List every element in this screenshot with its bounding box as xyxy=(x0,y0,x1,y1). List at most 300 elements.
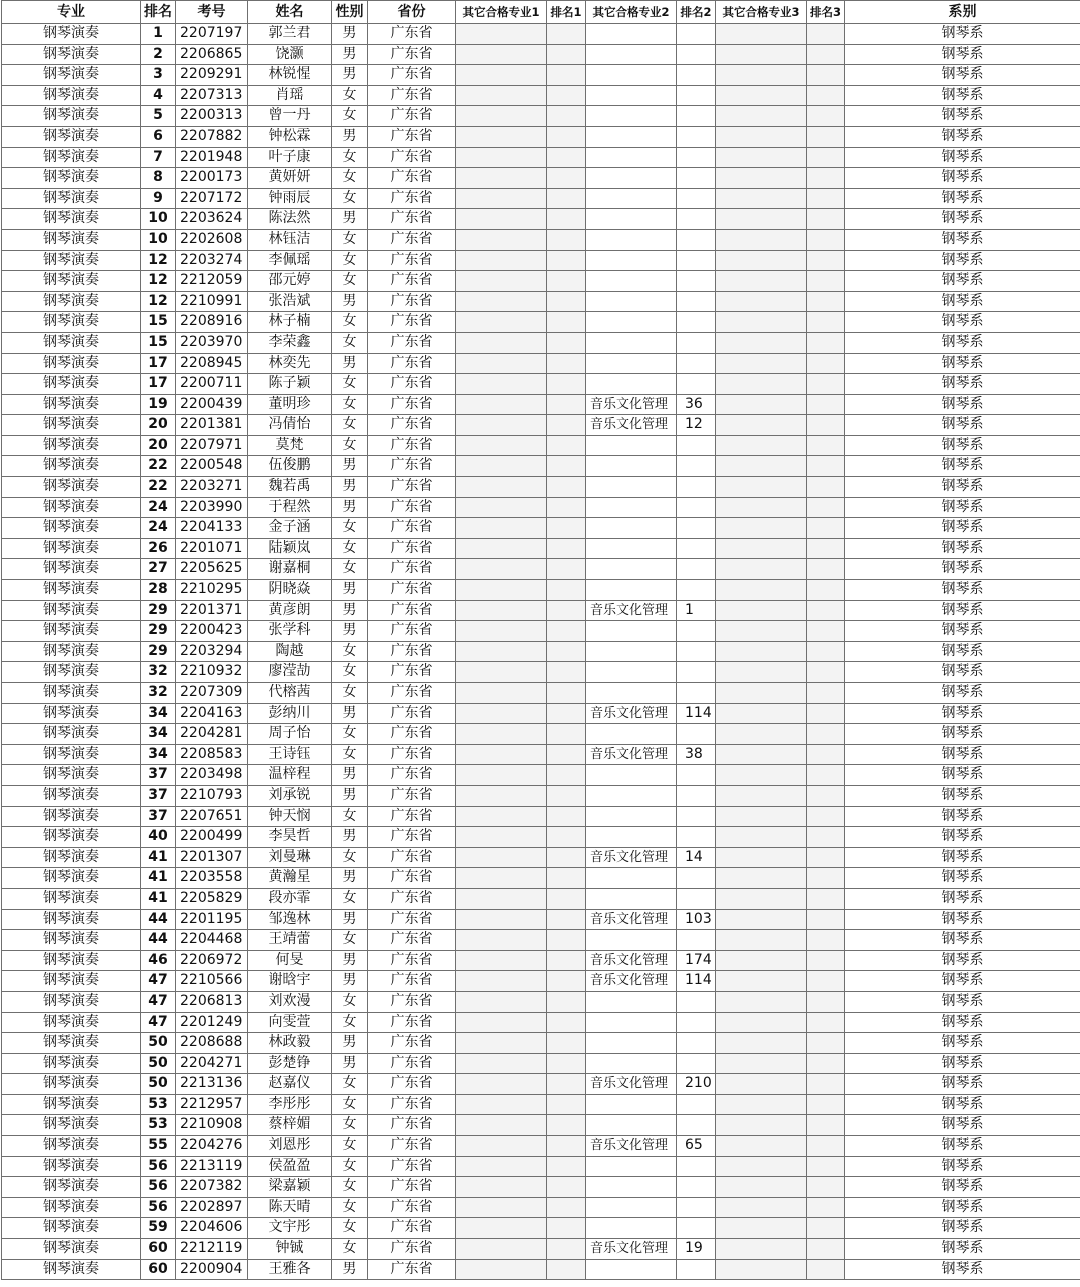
cell-rank-3[interactable] xyxy=(807,209,845,230)
cell-other-major-3[interactable] xyxy=(716,394,807,415)
cell-other-major-1[interactable] xyxy=(456,1156,547,1177)
cell-other-major-1[interactable] xyxy=(456,497,547,518)
cell-other-major-2[interactable] xyxy=(586,991,677,1012)
cell-rank[interactable]: 7 xyxy=(141,147,176,168)
cell-rank-2[interactable]: 65 xyxy=(677,1136,716,1157)
cell-other-major-2[interactable] xyxy=(586,435,677,456)
cell-exam-id[interactable]: 2213136 xyxy=(176,1074,248,1095)
cell-rank-2[interactable] xyxy=(677,683,716,704)
cell-rank-2[interactable] xyxy=(677,44,716,65)
cell-rank[interactable]: 37 xyxy=(141,765,176,786)
cell-other-major-2[interactable] xyxy=(586,785,677,806)
cell-province[interactable]: 广东省 xyxy=(368,888,456,909)
cell-other-major-1[interactable] xyxy=(456,477,547,498)
cell-rank-3[interactable] xyxy=(807,1156,845,1177)
cell-gender[interactable]: 男 xyxy=(332,1053,368,1074)
cell-rank-1[interactable] xyxy=(547,580,586,601)
cell-rank[interactable]: 10 xyxy=(141,229,176,250)
cell-other-major-1[interactable] xyxy=(456,641,547,662)
cell-other-major-3[interactable] xyxy=(716,1094,807,1115)
cell-province[interactable]: 广东省 xyxy=(368,250,456,271)
cell-province[interactable]: 广东省 xyxy=(368,312,456,333)
cell-rank[interactable]: 32 xyxy=(141,662,176,683)
cell-rank-2[interactable]: 14 xyxy=(677,847,716,868)
cell-rank-3[interactable] xyxy=(807,888,845,909)
cell-department[interactable]: 钢琴系 xyxy=(845,971,1080,992)
cell-other-major-2[interactable] xyxy=(586,724,677,745)
cell-province[interactable]: 广东省 xyxy=(368,106,456,127)
cell-other-major-1[interactable] xyxy=(456,147,547,168)
cell-major[interactable]: 钢琴演奏 xyxy=(2,1218,141,1239)
cell-other-major-1[interactable] xyxy=(456,250,547,271)
cell-major[interactable]: 钢琴演奏 xyxy=(2,1012,141,1033)
cell-rank[interactable]: 53 xyxy=(141,1094,176,1115)
cell-other-major-2[interactable] xyxy=(586,827,677,848)
cell-exam-id[interactable]: 2207309 xyxy=(176,683,248,704)
cell-name[interactable]: 陈法然 xyxy=(248,209,332,230)
cell-major[interactable]: 钢琴演奏 xyxy=(2,374,141,395)
cell-major[interactable]: 钢琴演奏 xyxy=(2,621,141,642)
cell-name[interactable]: 邵元婷 xyxy=(248,271,332,292)
cell-province[interactable]: 广东省 xyxy=(368,477,456,498)
cell-province[interactable]: 广东省 xyxy=(368,147,456,168)
cell-major[interactable]: 钢琴演奏 xyxy=(2,415,141,436)
cell-department[interactable]: 钢琴系 xyxy=(845,456,1080,477)
cell-province[interactable]: 广东省 xyxy=(368,559,456,580)
cell-other-major-1[interactable] xyxy=(456,847,547,868)
cell-rank-2[interactable] xyxy=(677,291,716,312)
cell-rank-2[interactable] xyxy=(677,806,716,827)
header-province[interactable]: 省份 xyxy=(368,1,456,24)
cell-rank[interactable]: 41 xyxy=(141,888,176,909)
cell-rank[interactable]: 44 xyxy=(141,909,176,930)
cell-major[interactable]: 钢琴演奏 xyxy=(2,209,141,230)
header-rank-2[interactable]: 排名2 xyxy=(677,1,716,24)
cell-gender[interactable]: 女 xyxy=(332,1012,368,1033)
cell-exam-id[interactable]: 2206813 xyxy=(176,991,248,1012)
cell-gender[interactable]: 男 xyxy=(332,827,368,848)
cell-major[interactable]: 钢琴演奏 xyxy=(2,65,141,86)
cell-other-major-2[interactable] xyxy=(586,1156,677,1177)
cell-other-major-3[interactable] xyxy=(716,1156,807,1177)
cell-rank[interactable]: 47 xyxy=(141,1012,176,1033)
cell-other-major-3[interactable] xyxy=(716,971,807,992)
cell-other-major-1[interactable] xyxy=(456,744,547,765)
cell-other-major-2[interactable] xyxy=(586,1197,677,1218)
cell-rank-1[interactable] xyxy=(547,683,586,704)
cell-other-major-3[interactable] xyxy=(716,868,807,889)
cell-department[interactable]: 钢琴系 xyxy=(845,1156,1080,1177)
cell-name[interactable]: 张学科 xyxy=(248,621,332,642)
cell-rank[interactable]: 15 xyxy=(141,312,176,333)
cell-other-major-3[interactable] xyxy=(716,1239,807,1260)
cell-other-major-3[interactable] xyxy=(716,1115,807,1136)
cell-department[interactable]: 钢琴系 xyxy=(845,806,1080,827)
cell-department[interactable]: 钢琴系 xyxy=(845,909,1080,930)
cell-name[interactable]: 叶子康 xyxy=(248,147,332,168)
cell-rank-3[interactable] xyxy=(807,374,845,395)
cell-other-major-2[interactable] xyxy=(586,291,677,312)
cell-other-major-1[interactable] xyxy=(456,271,547,292)
cell-department[interactable]: 钢琴系 xyxy=(845,312,1080,333)
header-rank[interactable]: 排名 xyxy=(141,1,176,24)
cell-province[interactable]: 广东省 xyxy=(368,126,456,147)
cell-other-major-3[interactable] xyxy=(716,477,807,498)
cell-province[interactable]: 广东省 xyxy=(368,1177,456,1198)
cell-exam-id[interactable]: 2207971 xyxy=(176,435,248,456)
cell-exam-id[interactable]: 2202897 xyxy=(176,1197,248,1218)
cell-department[interactable]: 钢琴系 xyxy=(845,621,1080,642)
cell-department[interactable]: 钢琴系 xyxy=(845,991,1080,1012)
cell-province[interactable]: 广东省 xyxy=(368,1033,456,1054)
cell-name[interactable]: 何旻 xyxy=(248,950,332,971)
cell-department[interactable]: 钢琴系 xyxy=(845,332,1080,353)
cell-name[interactable]: 刘恩彤 xyxy=(248,1136,332,1157)
cell-major[interactable]: 钢琴演奏 xyxy=(2,847,141,868)
cell-other-major-3[interactable] xyxy=(716,44,807,65)
cell-other-major-2[interactable] xyxy=(586,168,677,189)
cell-exam-id[interactable]: 2204281 xyxy=(176,724,248,745)
cell-department[interactable]: 钢琴系 xyxy=(845,374,1080,395)
cell-other-major-3[interactable] xyxy=(716,1012,807,1033)
cell-other-major-2[interactable] xyxy=(586,662,677,683)
cell-department[interactable]: 钢琴系 xyxy=(845,65,1080,86)
cell-gender[interactable]: 男 xyxy=(332,24,368,45)
cell-other-major-2[interactable]: 音乐文化管理 xyxy=(586,703,677,724)
cell-gender[interactable]: 女 xyxy=(332,538,368,559)
cell-other-major-2[interactable] xyxy=(586,456,677,477)
cell-rank-3[interactable] xyxy=(807,44,845,65)
cell-other-major-3[interactable] xyxy=(716,559,807,580)
cell-rank-3[interactable] xyxy=(807,250,845,271)
cell-exam-id[interactable]: 2203970 xyxy=(176,332,248,353)
cell-gender[interactable]: 女 xyxy=(332,518,368,539)
cell-rank-1[interactable] xyxy=(547,1053,586,1074)
cell-province[interactable]: 广东省 xyxy=(368,65,456,86)
cell-department[interactable]: 钢琴系 xyxy=(845,85,1080,106)
cell-name[interactable]: 赵嘉仪 xyxy=(248,1074,332,1095)
cell-major[interactable]: 钢琴演奏 xyxy=(2,538,141,559)
cell-major[interactable]: 钢琴演奏 xyxy=(2,785,141,806)
cell-province[interactable]: 广东省 xyxy=(368,1218,456,1239)
cell-other-major-2[interactable]: 音乐文化管理 xyxy=(586,744,677,765)
cell-province[interactable]: 广东省 xyxy=(368,930,456,951)
cell-rank-3[interactable] xyxy=(807,188,845,209)
cell-rank-3[interactable] xyxy=(807,65,845,86)
cell-exam-id[interactable]: 2207313 xyxy=(176,85,248,106)
cell-province[interactable]: 广东省 xyxy=(368,765,456,786)
cell-rank-2[interactable] xyxy=(677,1053,716,1074)
cell-name[interactable]: 曾一丹 xyxy=(248,106,332,127)
cell-exam-id[interactable]: 2201307 xyxy=(176,847,248,868)
cell-other-major-2[interactable] xyxy=(586,44,677,65)
cell-other-major-3[interactable] xyxy=(716,229,807,250)
cell-major[interactable]: 钢琴演奏 xyxy=(2,765,141,786)
cell-other-major-1[interactable] xyxy=(456,765,547,786)
cell-rank-3[interactable] xyxy=(807,271,845,292)
cell-other-major-2[interactable] xyxy=(586,559,677,580)
cell-name[interactable]: 周子怡 xyxy=(248,724,332,745)
cell-major[interactable]: 钢琴演奏 xyxy=(2,1033,141,1054)
cell-province[interactable]: 广东省 xyxy=(368,1136,456,1157)
cell-other-major-3[interactable] xyxy=(716,312,807,333)
cell-gender[interactable]: 男 xyxy=(332,65,368,86)
cell-other-major-2[interactable] xyxy=(586,683,677,704)
cell-rank-1[interactable] xyxy=(547,24,586,45)
cell-other-major-3[interactable] xyxy=(716,785,807,806)
cell-rank[interactable]: 12 xyxy=(141,250,176,271)
cell-rank-2[interactable] xyxy=(677,168,716,189)
cell-exam-id[interactable]: 2206972 xyxy=(176,950,248,971)
cell-rank-1[interactable] xyxy=(547,1218,586,1239)
cell-other-major-1[interactable] xyxy=(456,209,547,230)
cell-major[interactable]: 钢琴演奏 xyxy=(2,85,141,106)
cell-other-major-3[interactable] xyxy=(716,435,807,456)
cell-exam-id[interactable]: 2203271 xyxy=(176,477,248,498)
cell-rank-2[interactable]: 38 xyxy=(677,744,716,765)
cell-exam-id[interactable]: 2204163 xyxy=(176,703,248,724)
cell-rank[interactable]: 22 xyxy=(141,477,176,498)
cell-other-major-2[interactable]: 音乐文化管理 xyxy=(586,971,677,992)
cell-rank-1[interactable] xyxy=(547,991,586,1012)
cell-major[interactable]: 钢琴演奏 xyxy=(2,580,141,601)
cell-rank[interactable]: 4 xyxy=(141,85,176,106)
cell-other-major-3[interactable] xyxy=(716,271,807,292)
cell-name[interactable]: 温梓程 xyxy=(248,765,332,786)
cell-exam-id[interactable]: 2203274 xyxy=(176,250,248,271)
cell-gender[interactable]: 女 xyxy=(332,1197,368,1218)
cell-department[interactable]: 钢琴系 xyxy=(845,209,1080,230)
cell-name[interactable]: 刘承锐 xyxy=(248,785,332,806)
cell-rank-1[interactable] xyxy=(547,888,586,909)
cell-major[interactable]: 钢琴演奏 xyxy=(2,291,141,312)
cell-name[interactable]: 冯倩怡 xyxy=(248,415,332,436)
cell-other-major-3[interactable] xyxy=(716,497,807,518)
cell-other-major-1[interactable] xyxy=(456,1177,547,1198)
cell-department[interactable]: 钢琴系 xyxy=(845,950,1080,971)
cell-name[interactable]: 黄彦朗 xyxy=(248,600,332,621)
cell-gender[interactable]: 男 xyxy=(332,44,368,65)
cell-exam-id[interactable]: 2210566 xyxy=(176,971,248,992)
cell-exam-id[interactable]: 2201948 xyxy=(176,147,248,168)
cell-rank-1[interactable] xyxy=(547,85,586,106)
cell-rank-1[interactable] xyxy=(547,538,586,559)
cell-major[interactable]: 钢琴演奏 xyxy=(2,271,141,292)
cell-other-major-2[interactable]: 音乐文化管理 xyxy=(586,394,677,415)
cell-rank[interactable]: 41 xyxy=(141,847,176,868)
cell-department[interactable]: 钢琴系 xyxy=(845,1136,1080,1157)
cell-rank-3[interactable] xyxy=(807,456,845,477)
cell-exam-id[interactable]: 2207651 xyxy=(176,806,248,827)
cell-rank[interactable]: 19 xyxy=(141,394,176,415)
cell-department[interactable]: 钢琴系 xyxy=(845,662,1080,683)
cell-exam-id[interactable]: 2204133 xyxy=(176,518,248,539)
cell-rank-3[interactable] xyxy=(807,477,845,498)
cell-exam-id[interactable]: 2200423 xyxy=(176,621,248,642)
cell-rank-3[interactable] xyxy=(807,394,845,415)
cell-major[interactable]: 钢琴演奏 xyxy=(2,662,141,683)
cell-name[interactable]: 王雅各 xyxy=(248,1259,332,1280)
cell-other-major-1[interactable] xyxy=(456,868,547,889)
cell-department[interactable]: 钢琴系 xyxy=(845,641,1080,662)
cell-other-major-2[interactable] xyxy=(586,353,677,374)
cell-major[interactable]: 钢琴演奏 xyxy=(2,971,141,992)
cell-province[interactable]: 广东省 xyxy=(368,168,456,189)
cell-other-major-3[interactable] xyxy=(716,930,807,951)
cell-other-major-1[interactable] xyxy=(456,1074,547,1095)
cell-other-major-2[interactable] xyxy=(586,518,677,539)
cell-rank-1[interactable] xyxy=(547,641,586,662)
cell-rank[interactable]: 56 xyxy=(141,1156,176,1177)
cell-province[interactable]: 广东省 xyxy=(368,847,456,868)
cell-name[interactable]: 黄瀚星 xyxy=(248,868,332,889)
cell-province[interactable]: 广东省 xyxy=(368,991,456,1012)
cell-province[interactable]: 广东省 xyxy=(368,1074,456,1095)
cell-exam-id[interactable]: 2205625 xyxy=(176,559,248,580)
cell-province[interactable]: 广东省 xyxy=(368,909,456,930)
cell-department[interactable]: 钢琴系 xyxy=(845,24,1080,45)
cell-gender[interactable]: 男 xyxy=(332,126,368,147)
cell-rank-3[interactable] xyxy=(807,1033,845,1054)
cell-other-major-2[interactable] xyxy=(586,497,677,518)
cell-province[interactable]: 广东省 xyxy=(368,332,456,353)
cell-gender[interactable]: 男 xyxy=(332,785,368,806)
cell-other-major-3[interactable] xyxy=(716,209,807,230)
cell-major[interactable]: 钢琴演奏 xyxy=(2,909,141,930)
cell-other-major-3[interactable] xyxy=(716,1197,807,1218)
cell-other-major-2[interactable] xyxy=(586,1012,677,1033)
cell-gender[interactable]: 女 xyxy=(332,1218,368,1239)
cell-major[interactable]: 钢琴演奏 xyxy=(2,1177,141,1198)
cell-other-major-1[interactable] xyxy=(456,332,547,353)
cell-province[interactable]: 广东省 xyxy=(368,827,456,848)
cell-rank-3[interactable] xyxy=(807,868,845,889)
cell-major[interactable]: 钢琴演奏 xyxy=(2,188,141,209)
cell-gender[interactable]: 女 xyxy=(332,888,368,909)
cell-gender[interactable]: 男 xyxy=(332,909,368,930)
cell-rank-1[interactable] xyxy=(547,1156,586,1177)
cell-province[interactable]: 广东省 xyxy=(368,744,456,765)
cell-name[interactable]: 张浩斌 xyxy=(248,291,332,312)
cell-rank-3[interactable] xyxy=(807,1115,845,1136)
cell-rank-1[interactable] xyxy=(547,559,586,580)
cell-name[interactable]: 谢嘉桐 xyxy=(248,559,332,580)
cell-rank-1[interactable] xyxy=(547,662,586,683)
cell-province[interactable]: 广东省 xyxy=(368,209,456,230)
cell-rank-2[interactable] xyxy=(677,332,716,353)
cell-other-major-1[interactable] xyxy=(456,1012,547,1033)
cell-other-major-1[interactable] xyxy=(456,106,547,127)
cell-name[interactable]: 肖瑶 xyxy=(248,85,332,106)
cell-department[interactable]: 钢琴系 xyxy=(845,147,1080,168)
cell-other-major-1[interactable] xyxy=(456,229,547,250)
cell-other-major-2[interactable] xyxy=(586,85,677,106)
cell-rank-2[interactable] xyxy=(677,518,716,539)
cell-other-major-2[interactable] xyxy=(586,1259,677,1280)
cell-rank-1[interactable] xyxy=(547,703,586,724)
cell-rank[interactable]: 55 xyxy=(141,1136,176,1157)
cell-other-major-2[interactable]: 音乐文化管理 xyxy=(586,847,677,868)
cell-department[interactable]: 钢琴系 xyxy=(845,1033,1080,1054)
cell-other-major-1[interactable] xyxy=(456,188,547,209)
header-rank-3[interactable]: 排名3 xyxy=(807,1,845,24)
cell-department[interactable]: 钢琴系 xyxy=(845,559,1080,580)
cell-name[interactable]: 莫梵 xyxy=(248,435,332,456)
cell-gender[interactable]: 女 xyxy=(332,724,368,745)
cell-gender[interactable]: 女 xyxy=(332,1177,368,1198)
cell-other-major-3[interactable] xyxy=(716,188,807,209)
cell-other-major-3[interactable] xyxy=(716,744,807,765)
cell-gender[interactable]: 男 xyxy=(332,477,368,498)
cell-exam-id[interactable]: 2201371 xyxy=(176,600,248,621)
cell-major[interactable]: 钢琴演奏 xyxy=(2,868,141,889)
cell-name[interactable]: 饶灏 xyxy=(248,44,332,65)
cell-name[interactable]: 彭纳川 xyxy=(248,703,332,724)
cell-rank-2[interactable] xyxy=(677,65,716,86)
cell-rank-1[interactable] xyxy=(547,765,586,786)
header-other-major-2[interactable]: 其它合格专业2 xyxy=(586,1,677,24)
cell-gender[interactable]: 女 xyxy=(332,847,368,868)
cell-rank-1[interactable] xyxy=(547,1033,586,1054)
cell-other-major-2[interactable]: 音乐文化管理 xyxy=(586,1239,677,1260)
cell-rank-2[interactable] xyxy=(677,785,716,806)
cell-gender[interactable]: 男 xyxy=(332,353,368,374)
cell-rank-1[interactable] xyxy=(547,950,586,971)
cell-other-major-1[interactable] xyxy=(456,24,547,45)
cell-gender[interactable]: 女 xyxy=(332,394,368,415)
cell-name[interactable]: 黄妍妍 xyxy=(248,168,332,189)
cell-exam-id[interactable]: 2200548 xyxy=(176,456,248,477)
cell-major[interactable]: 钢琴演奏 xyxy=(2,950,141,971)
cell-name[interactable]: 文宇彤 xyxy=(248,1218,332,1239)
cell-name[interactable]: 向雯萱 xyxy=(248,1012,332,1033)
cell-rank-1[interactable] xyxy=(547,394,586,415)
cell-exam-id[interactable]: 2212957 xyxy=(176,1094,248,1115)
cell-exam-id[interactable]: 2201071 xyxy=(176,538,248,559)
cell-department[interactable]: 钢琴系 xyxy=(845,353,1080,374)
cell-exam-id[interactable]: 2210932 xyxy=(176,662,248,683)
cell-exam-id[interactable]: 2200499 xyxy=(176,827,248,848)
cell-other-major-3[interactable] xyxy=(716,991,807,1012)
cell-exam-id[interactable]: 2205829 xyxy=(176,888,248,909)
cell-rank-3[interactable] xyxy=(807,683,845,704)
cell-major[interactable]: 钢琴演奏 xyxy=(2,168,141,189)
cell-exam-id[interactable]: 2210295 xyxy=(176,580,248,601)
cell-name[interactable]: 王靖蕾 xyxy=(248,930,332,951)
cell-other-major-3[interactable] xyxy=(716,683,807,704)
cell-exam-id[interactable]: 2210991 xyxy=(176,291,248,312)
cell-major[interactable]: 钢琴演奏 xyxy=(2,435,141,456)
cell-province[interactable]: 广东省 xyxy=(368,497,456,518)
cell-other-major-3[interactable] xyxy=(716,1259,807,1280)
cell-gender[interactable]: 女 xyxy=(332,662,368,683)
cell-rank[interactable]: 22 xyxy=(141,456,176,477)
cell-exam-id[interactable]: 2208945 xyxy=(176,353,248,374)
cell-gender[interactable]: 男 xyxy=(332,950,368,971)
cell-gender[interactable]: 男 xyxy=(332,971,368,992)
cell-rank-3[interactable] xyxy=(807,847,845,868)
cell-major[interactable]: 钢琴演奏 xyxy=(2,641,141,662)
cell-gender[interactable]: 女 xyxy=(332,168,368,189)
cell-department[interactable]: 钢琴系 xyxy=(845,168,1080,189)
cell-name[interactable]: 李彤彤 xyxy=(248,1094,332,1115)
cell-rank-2[interactable] xyxy=(677,580,716,601)
cell-rank[interactable]: 12 xyxy=(141,291,176,312)
cell-rank-2[interactable]: 174 xyxy=(677,950,716,971)
cell-major[interactable]: 钢琴演奏 xyxy=(2,1197,141,1218)
cell-exam-id[interactable]: 2200904 xyxy=(176,1259,248,1280)
cell-other-major-1[interactable] xyxy=(456,621,547,642)
